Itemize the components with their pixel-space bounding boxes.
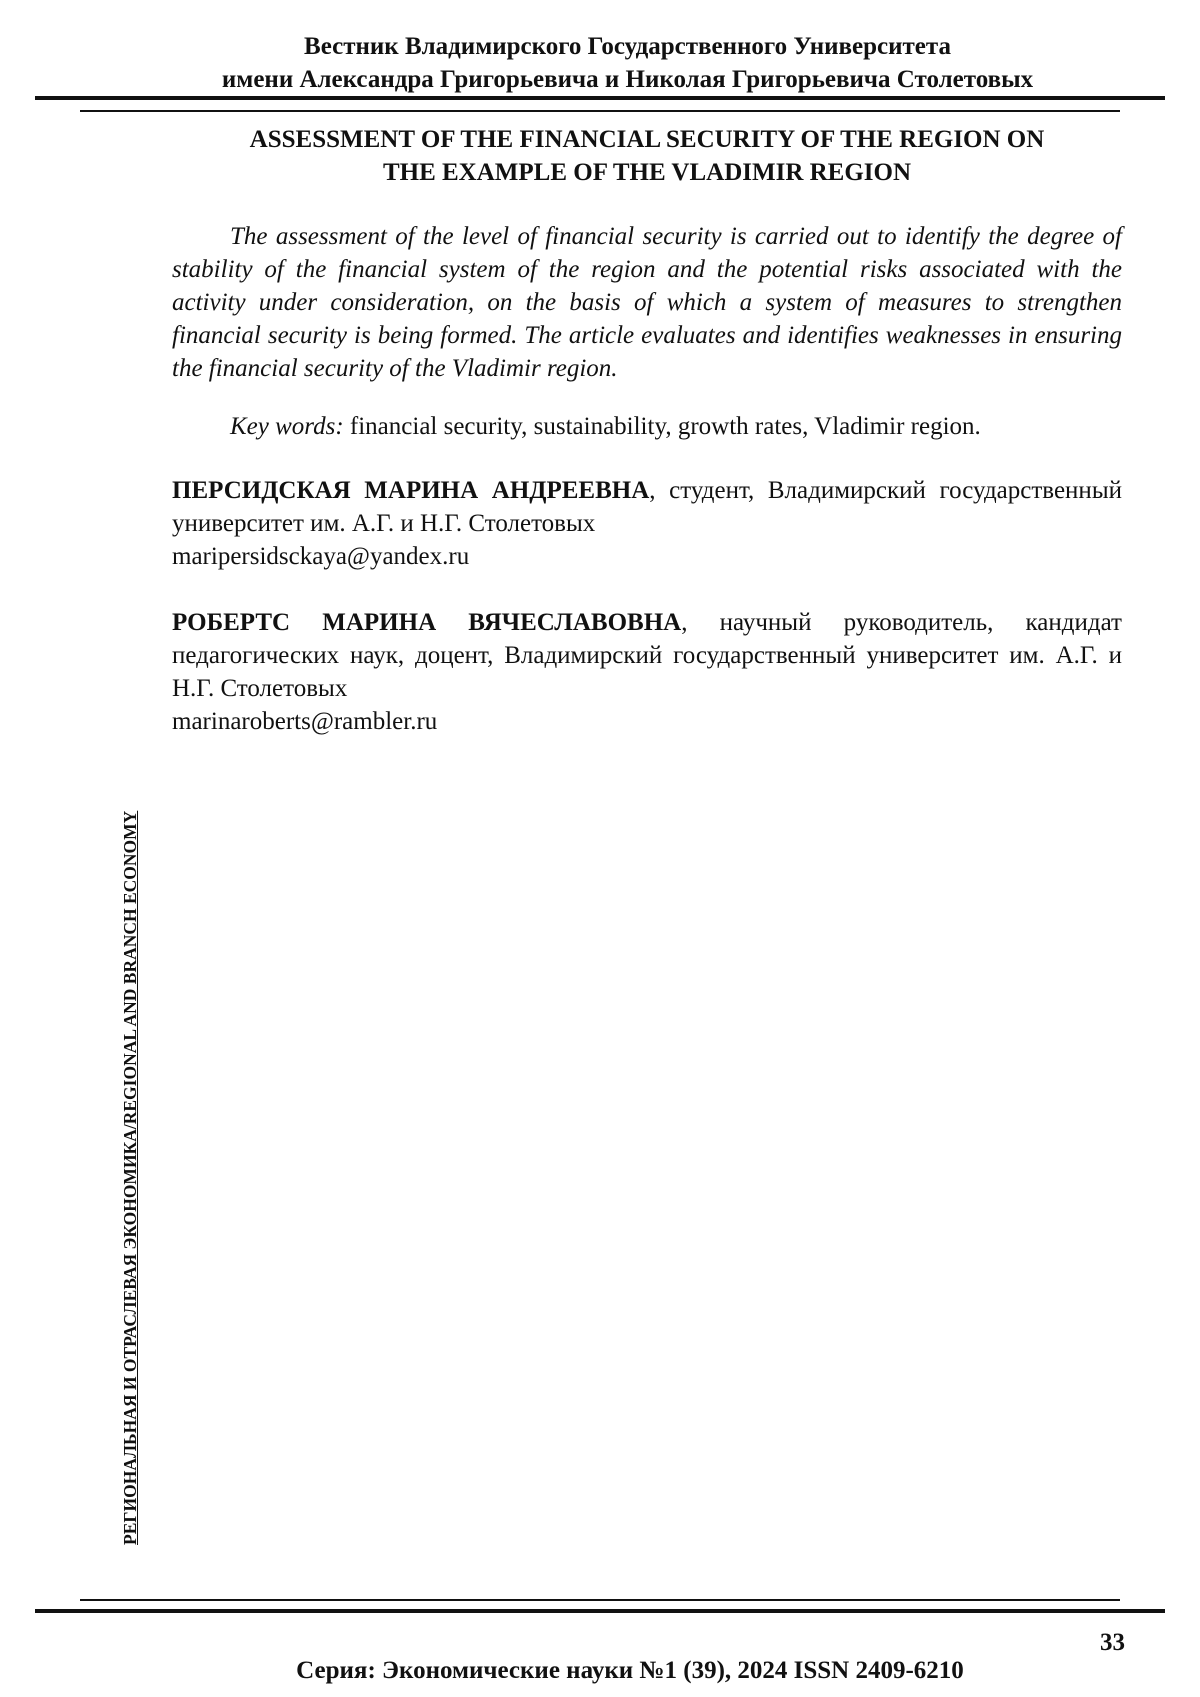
footer-divider-thin — [80, 1599, 1120, 1601]
journal-header-line-2: имени Александра Григорьевича и Николая Григорьевича Столетовых — [221, 66, 1034, 93]
author-block — [172, 474, 1122, 573]
author-name: РОБЕРТС МАРИНА ВЯЧЕСЛАВОВНА — [172, 609, 682, 636]
author-email[interactable]: marinaroberts@rambler.ru — [172, 708, 438, 735]
keywords-label: Key words: — [230, 413, 344, 440]
author-details: , научный руководитель, кандидат педагогических наук, доцент, Владимирский государственный университет им. А.Г. и Н.Г. Столетовых — [172, 609, 1122, 702]
journal-header — [0, 30, 1200, 96]
author-name: ПЕРСИДСКАЯ МАРИНА АНДРЕЕВНА — [172, 477, 650, 504]
article-title — [172, 123, 1122, 189]
article-title-line-1: ASSESSMENT OF THE FINANCIAL SECURITY OF THE REGION ON — [249, 126, 1045, 153]
keywords-text: financial security, sustainability, growth rates, Vladimir region. — [343, 413, 981, 440]
author-details: , студент, Владимирский государственный университет им. А.Г. и Н.Г. Столетовых — [172, 477, 1122, 537]
series-info: Серия: Экономические науки №1 (39), 2024 ISSN 2409-6210 — [296, 1657, 964, 1684]
author-block — [172, 606, 1122, 738]
journal-header-line-1: Вестник Владимирского Государственного Университета — [304, 33, 951, 60]
section-side-label: РЕГИОНАЛЬНАЯ И ОТРАСЛЕВАЯ ЭКОНОМИКА/REGIONAL AND BRANCH ECONOMY — [120, 810, 140, 1545]
footer-divider-thick — [35, 1609, 1165, 1613]
article-title-line-2: THE EXAMPLE OF THE VLADIMIR REGION — [382, 159, 912, 186]
page-number: 33 — [1100, 1629, 1125, 1656]
abstract: The assessment of the level of financial security is carried out to identify the degree of stability of the financial system of the region and the potential risks associated with the activity under consideration, on the basis of which a system of measures to strengthen financial security is being formed. The article evaluates and identifies weaknesses in ensuring the financial security of the Vladimir region. — [172, 223, 1122, 382]
series-footer — [0, 1656, 1200, 1686]
header-divider-thick — [35, 96, 1165, 100]
keywords — [172, 410, 1122, 443]
header-divider-thin — [80, 110, 1120, 112]
author-email[interactable]: maripersidsckaya@yandex.ru — [172, 543, 470, 570]
